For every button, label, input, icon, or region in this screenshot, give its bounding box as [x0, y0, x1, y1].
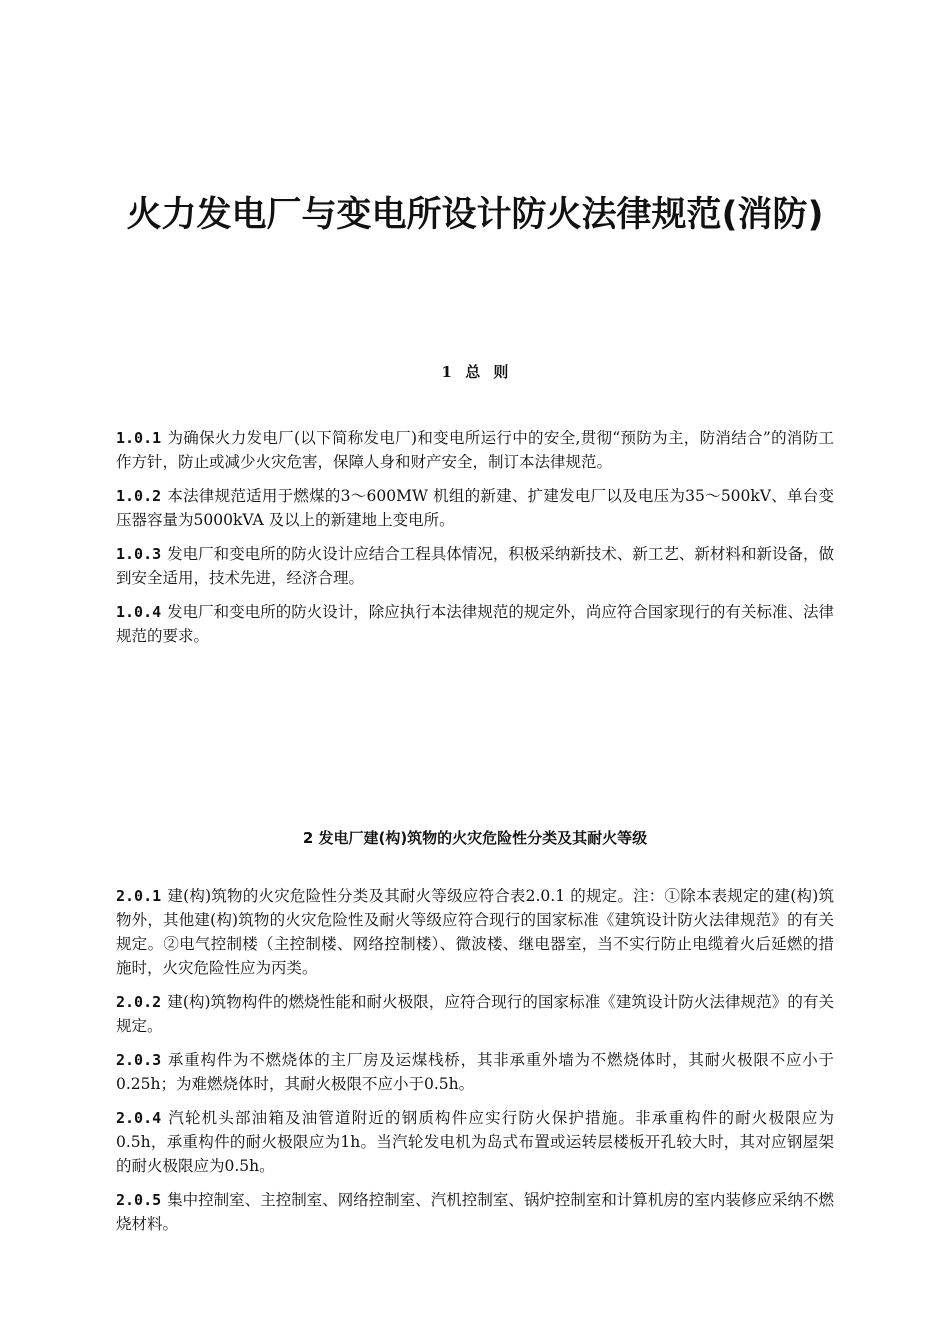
clause-number: 2.0.2 — [116, 993, 162, 1011]
clause-1-0-2 — [116, 484, 834, 532]
clause-2-0-2 — [116, 990, 834, 1038]
clause-text: 建(构)筑物构件的燃烧性能和耐火极限，应符合现行的国家标准《建筑设计防火法律规范》的有关规定。 — [116, 993, 834, 1035]
section-heading-general: 1 总 则 — [441, 363, 509, 381]
clause-number: 1.0.2 — [116, 487, 162, 505]
clause-text: 为确保火力发电厂(以下简称发电厂)和变电所运行中的安全,贯彻“预防为主，防消结合”的消防工作方针，防止或减少火灾危害，保障人身和财产安全，制订本法律规范。 — [116, 429, 834, 471]
clause-2-0-1 — [116, 884, 834, 980]
document-title: 火力发电厂与变电所设计防火法律规范(消防) — [126, 195, 824, 235]
clause-2-0-3 — [116, 1048, 834, 1096]
clause-text: 发电厂和变电所的防火设计，除应执行本法律规范的规定外，尚应符合国家现行的有关标准、法律规范的要求。 — [116, 603, 834, 645]
clause-text: 本法律规范适用于燃煤的3～600MW 机组的新建、扩建发电厂以及电压为35～500kV、单台变压器容量为5000kVA 及以上的新建地上变电所。 — [116, 487, 834, 529]
clause-number: 2.0.5 — [116, 1191, 162, 1209]
clause-1-0-3 — [116, 542, 834, 590]
section-body-general — [116, 426, 834, 658]
clause-text: 建(构)筑物的火灾危险性分类及其耐火等级应符合表2.0.1 的规定。注：①除本表规定的建(构)筑物外，其他建(构)筑物的火灾危险性及耐火等级应符合现行的国家标准《建筑设计防火法律规范》的有关规定。②电气控制楼（主控制楼、网络控制楼）、微波楼、继电器室，当不实行防止电缆着火后延燃的措施时，火灾危险性应为丙类。 — [116, 887, 834, 977]
clause-text: 发电厂和变电所的防火设计应结合工程具体情况，积极采纳新技术、新工艺、新材料和新设备，做到安全适用，技术先进，经济合理。 — [116, 545, 834, 587]
clause-2-0-5 — [116, 1188, 834, 1236]
clause-1-0-1 — [116, 426, 834, 474]
clause-number: 1.0.3 — [116, 545, 162, 563]
clause-number: 2.0.1 — [116, 887, 162, 905]
clause-number: 2.0.4 — [116, 1109, 162, 1127]
section-heading-fire-classification: 2 发电厂建(构)筑物的火灾危险性分类及其耐火等级 — [302, 829, 648, 847]
clause-number: 1.0.4 — [116, 603, 162, 621]
section-body-fire-classification — [116, 884, 834, 1246]
clause-number: 2.0.3 — [116, 1051, 162, 1069]
clause-text: 承重构件为不燃烧体的主厂房及运煤栈桥，其非承重外墙为不燃烧体时，其耐火极限不应小于0.25h；为难燃烧体时，其耐火极限不应小于0.5h。 — [116, 1051, 834, 1093]
clause-2-0-4 — [116, 1106, 834, 1178]
clause-text: 汽轮机头部油箱及油管道附近的钢质构件应实行防火保护措施。非承重构件的耐火极限应为0.5h，承重构件的耐火极限应为1h。当汽轮发电机为岛式布置或运转层楼板开孔较大时，其对应钢屋架的耐火极限应为0.5h。 — [116, 1109, 834, 1175]
clause-number: 1.0.1 — [116, 429, 162, 447]
clause-text: 集中控制室、主控制室、网络控制室、汽机控制室、锅炉控制室和计算机房的室内装修应采纳不燃烧材料。 — [116, 1191, 834, 1233]
clause-1-0-4 — [116, 600, 834, 648]
